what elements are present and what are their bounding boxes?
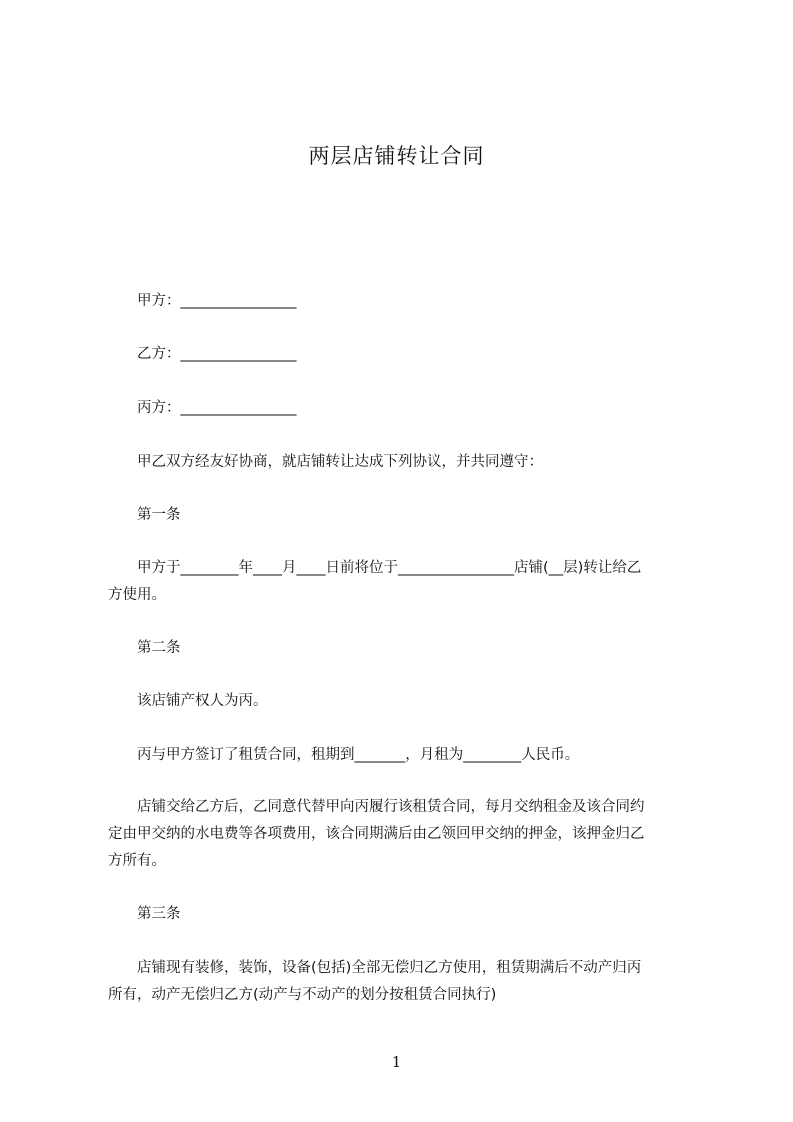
party-c-line: 丙方：________________ <box>137 400 297 416</box>
party-a-line: 甲方：________________ <box>137 293 297 309</box>
article-3-heading: 第三条 <box>137 906 181 922</box>
article-3-text-line1: 店铺现有装修，装饰，设备(包括)全部无偿归乙方使用，租赁期满后不动产归丙 <box>137 960 642 976</box>
article-2-para1: 该店铺产权人为丙。 <box>137 693 268 709</box>
article-1-heading: 第一条 <box>137 507 181 523</box>
page-number: 1 <box>391 1053 402 1071</box>
article-2-para2: 丙与甲方签订了租赁合同，租期到_______，月租为________人民币。 <box>137 747 580 763</box>
article-1-text-line1: 甲方于________年____月____日前将位于________________店铺(__层)转让给乙 <box>137 560 642 576</box>
article-2-para3-line1: 店铺交给乙方后，乙同意代替甲向丙履行该租赁合同，每月交纳租金及该合同约 <box>137 799 645 815</box>
article-2-para3-line2: 定由甲交纳的水电费等各项费用，该合同期满后由乙领回甲交纳的押金，该押金归乙 <box>108 826 645 842</box>
party-b-line: 乙方：________________ <box>137 346 297 362</box>
article-1-text-line2: 方使用。 <box>108 587 166 603</box>
page-title: 两层店铺转让合同 <box>308 144 485 168</box>
intro-paragraph: 甲乙双方经友好协商，就店铺转让达成下列协议，并共同遵守： <box>137 454 543 470</box>
article-2-heading: 第二条 <box>137 640 181 656</box>
article-3-text-line2: 所有，动产无偿归乙方(动产与不动产的划分按租赁合同执行) <box>108 987 497 1003</box>
article-2-para3-line3: 方所有。 <box>108 853 166 869</box>
